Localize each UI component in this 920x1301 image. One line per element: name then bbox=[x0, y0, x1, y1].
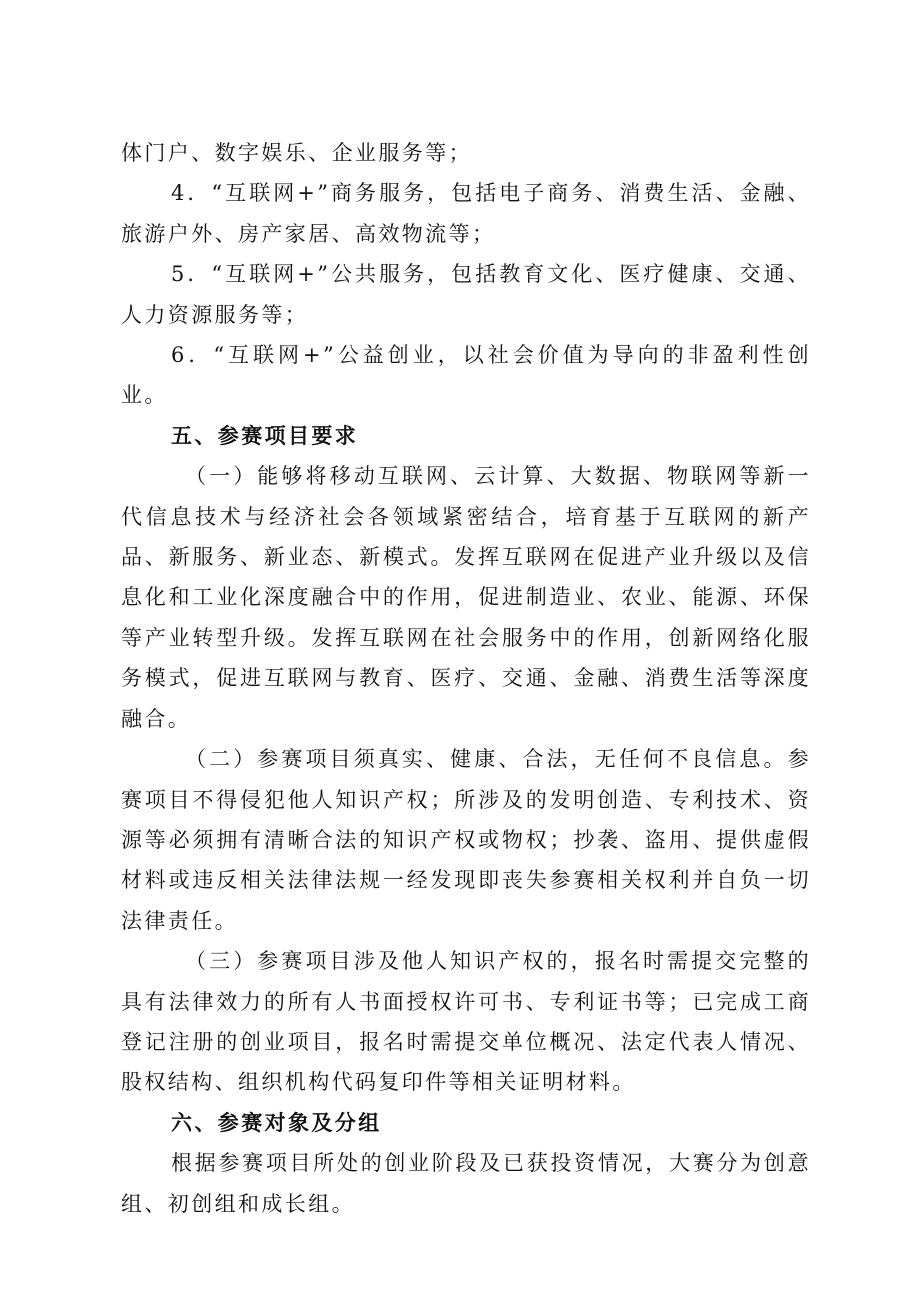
section-6-heading: 六、参赛对象及分组 bbox=[171, 1110, 382, 1135]
section-5-heading: 五、参赛项目要求 bbox=[171, 423, 359, 448]
continuation-line: 体门户、数字娱乐、企业服务等； bbox=[121, 141, 472, 165]
list-item-4: 4．“互联网+”商务服务，包括电子商务、消费生活、金融、旅游户外、房产家居、高效物流等； bbox=[121, 181, 811, 246]
section-5-paragraph-1: （一）能够将移动互联网、云计算、大数据、物联网等新一代信息技术与经济社会各领域紧密结合，培育基于互联网的新产品、新服务、新业态、新模式。发挥互联网在促进产业升级以及信息化和工业化深度融合中的作用，促进制造业、农业、能源、环保等产业转型升级。发挥互联网在社会服务中的作用，创新网络化服务模式，促进互联网与教育、医疗、交通、金融、消费生活等深度融合。 bbox=[121, 464, 811, 731]
list-item-6: 6．“互联网+”公益创业，以社会价值为导向的非盈利性创业。 bbox=[121, 343, 811, 408]
section-6-paragraph-1: 根据参赛项目所处的创业阶段及已获投资情况，大赛分为创意组、初创组和成长组。 bbox=[121, 1151, 811, 1216]
list-item-5: 5．“互联网+”公共服务，包括教育文化、医疗健康、交通、人力资源服务等； bbox=[121, 262, 811, 327]
document-body bbox=[121, 133, 811, 1224]
section-5-paragraph-3: （三）参赛项目涉及他人知识产权的，报名时需提交完整的具有法律效力的所有人书面授权许可书、专利证书等；已完成工商登记注册的创业项目，报名时需提交单位概况、法定代表人情况、股权结构、组织机构代码复印件等相关证明材料。 bbox=[121, 949, 811, 1095]
section-5-paragraph-2: （二）参赛项目须真实、健康、合法，无任何不良信息。参赛项目不得侵犯他人知识产权；所涉及的发明创造、专利技术、资源等必须拥有清晰合法的知识产权或物权；抄袭、盗用、提供虚假材料或违反相关法律法规一经发现即丧失参赛相关权利并自负一切法律责任。 bbox=[121, 747, 811, 933]
